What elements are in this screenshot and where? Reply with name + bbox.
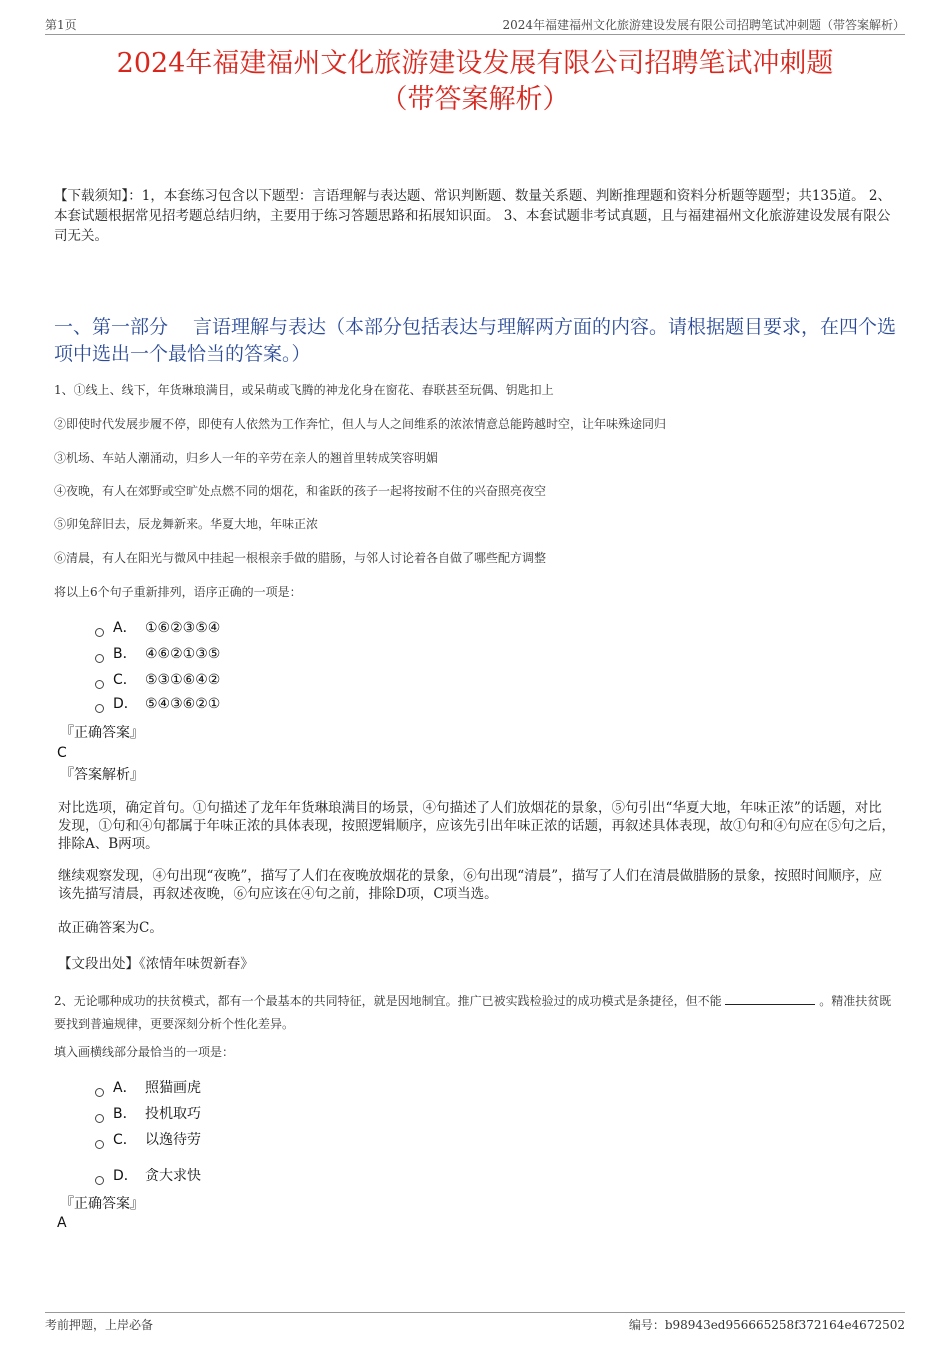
q1-source: 【文段出处】《浓情年味贺新春》 xyxy=(58,956,254,972)
radio-icon[interactable] xyxy=(95,1176,104,1185)
q1-analysis-para-2: 继续观察发现，④句出现“夜晚”，描写了人们在夜晚放烟花的景象，⑥句出现“清晨”，描写了人们在清晨做腊肠的景象，按照时间顺序，应该先描写清晨，再叙述夜晚，⑥句应该在④句之前，排除D项，C项当选。 xyxy=(58,868,883,902)
q1-option-d[interactable] xyxy=(95,694,220,714)
radio-icon[interactable] xyxy=(95,1114,104,1123)
title-line-2: （带答案解析） xyxy=(380,84,570,115)
q2-option-b[interactable] xyxy=(95,1104,201,1124)
page-footer xyxy=(45,1312,905,1337)
q2-option-a[interactable] xyxy=(95,1078,201,1098)
q2-option-c[interactable] xyxy=(95,1130,201,1150)
q1-prompt: 将以上6个句子重新排列，语序正确的一项是： xyxy=(54,585,302,599)
option-text: 贪大求快 xyxy=(145,1168,201,1184)
option-text: ④⑥②①③⑤ xyxy=(145,646,221,662)
q2-prompt: 填入画横线部分最恰当的一项是： xyxy=(54,1045,235,1059)
footer-slogan: 考前押题，上岸必备 xyxy=(45,1318,154,1332)
radio-icon[interactable] xyxy=(95,704,104,713)
q1-analysis-tag: 『答案解析』 xyxy=(60,767,144,783)
radio-icon[interactable] xyxy=(95,654,104,663)
radio-icon[interactable] xyxy=(95,628,104,637)
q1-line-3: ③机场、车站人潮涌动，归乡人一年的辛劳在亲人的翘首里转成笑容明媚 xyxy=(54,451,439,465)
q1-line-5: ⑤卯兔辞旧去，辰龙舞新来。华夏大地，年味正浓 xyxy=(54,517,319,531)
section-heading: 一、第一部分 言语理解与表达（本部分包括表达与理解两方面的内容。请根据题目要求，在四个选项中选出一个最恰当的答案。） xyxy=(54,316,897,365)
q1-line-6: ⑥清晨，有人在阳光与微风中挂起一根根亲手做的腊肠，与邻人讨论着各自做了哪些配方调整 xyxy=(54,551,547,565)
option-text: 投机取巧 xyxy=(145,1106,201,1122)
q2-stem xyxy=(54,990,900,1036)
option-text: ①⑥②③⑤④ xyxy=(145,620,221,636)
footer-serial: 编号：b98943ed956665258f372164e4672502 xyxy=(628,1318,905,1332)
option-text: 以逸待劳 xyxy=(145,1132,201,1148)
page-number: 第1页 xyxy=(45,18,77,32)
radio-icon[interactable] xyxy=(95,680,104,689)
option-text: 照猫画虎 xyxy=(145,1080,201,1096)
q1-analysis-conclusion: 故正确答案为C。 xyxy=(58,920,163,936)
option-letter: A． xyxy=(113,620,137,636)
running-title: 2024年福建福州文化旅游建设发展有限公司招聘笔试冲刺题（带答案解析） xyxy=(502,18,905,32)
option-letter: C． xyxy=(113,672,137,688)
q1-option-a[interactable] xyxy=(95,618,220,638)
option-text: ⑤③①⑥④② xyxy=(145,672,221,688)
q2-answer-tag: 『正确答案』 xyxy=(60,1196,144,1212)
q1-line-4: ④夜晚，有人在郊野或空旷处点燃不同的烟花，和雀跃的孩子一起将按耐不住的兴奋照亮夜空 xyxy=(54,484,547,498)
q1-option-c[interactable] xyxy=(95,670,220,690)
q1-line-2: ②即使时代发展步履不停，即使有人依然为工作奔忙，但人与人之间维系的浓浓情意总能跨越时空，让年味殊途同归 xyxy=(54,417,667,431)
option-text: ⑤④③⑥②① xyxy=(145,696,221,712)
q1-line-1: 1、①线上、线下，年货琳琅满目，或呆萌或飞腾的神龙化身在窗花、春联甚至玩偶、钥匙扣上 xyxy=(54,383,554,397)
radio-icon[interactable] xyxy=(95,1088,104,1097)
q2-option-d[interactable] xyxy=(95,1166,201,1186)
option-letter: D． xyxy=(113,1168,138,1184)
q2-stem-before: 2、无论哪种成功的扶贫模式，都有一个最基本的共同特征，就是因地制宜。推广已被实践检验过的成功模式是条捷径，但不能 xyxy=(54,994,722,1008)
option-letter: B． xyxy=(113,646,137,662)
q1-option-b[interactable] xyxy=(95,644,220,664)
radio-icon[interactable] xyxy=(95,1140,104,1149)
option-letter: C． xyxy=(113,1132,137,1148)
option-letter: B． xyxy=(113,1106,137,1122)
page-header xyxy=(45,14,905,35)
title-line-1: 2024年福建福州文化旅游建设发展有限公司招聘笔试冲刺题 xyxy=(116,48,834,79)
option-letter: A． xyxy=(113,1080,137,1096)
q1-answer: C xyxy=(57,745,67,761)
document-title xyxy=(40,46,910,118)
q1-answer-tag: 『正确答案』 xyxy=(60,725,144,741)
fill-blank xyxy=(725,992,815,1005)
q2-answer: A xyxy=(57,1215,67,1231)
q2-stem-after: 。精准扶贫既要找到普遍规律，更要深刻分析个性化差异。 xyxy=(54,994,892,1031)
option-letter: D． xyxy=(113,696,138,712)
q1-analysis-para-1: 对比选项，确定首句。①句描述了龙年年货琳琅满目的场景，④句描述了人们放烟花的景象，⑤句引出“华夏大地，年味正浓”的话题，对比发现，①句和④句都属于年味正浓的具体表现，按照逻辑顺序，应该先引出年味正浓的话题，再叙述具体表现，故①句和④句应在⑤句之后，排除A、B两项。 xyxy=(58,800,895,852)
download-notice: 【下载须知】：1，本套练习包含以下题型：言语理解与表达题、常识判断题、数量关系题、判断推理题和资料分析题等题型；共135道。 2、本套试题根据常见招考题总结归纳，主要用于练习答题思路和拓展知识面。 3、本套试题非考试真题，且与福建福州文化旅游建设发展有限公司无关。 xyxy=(54,188,891,244)
